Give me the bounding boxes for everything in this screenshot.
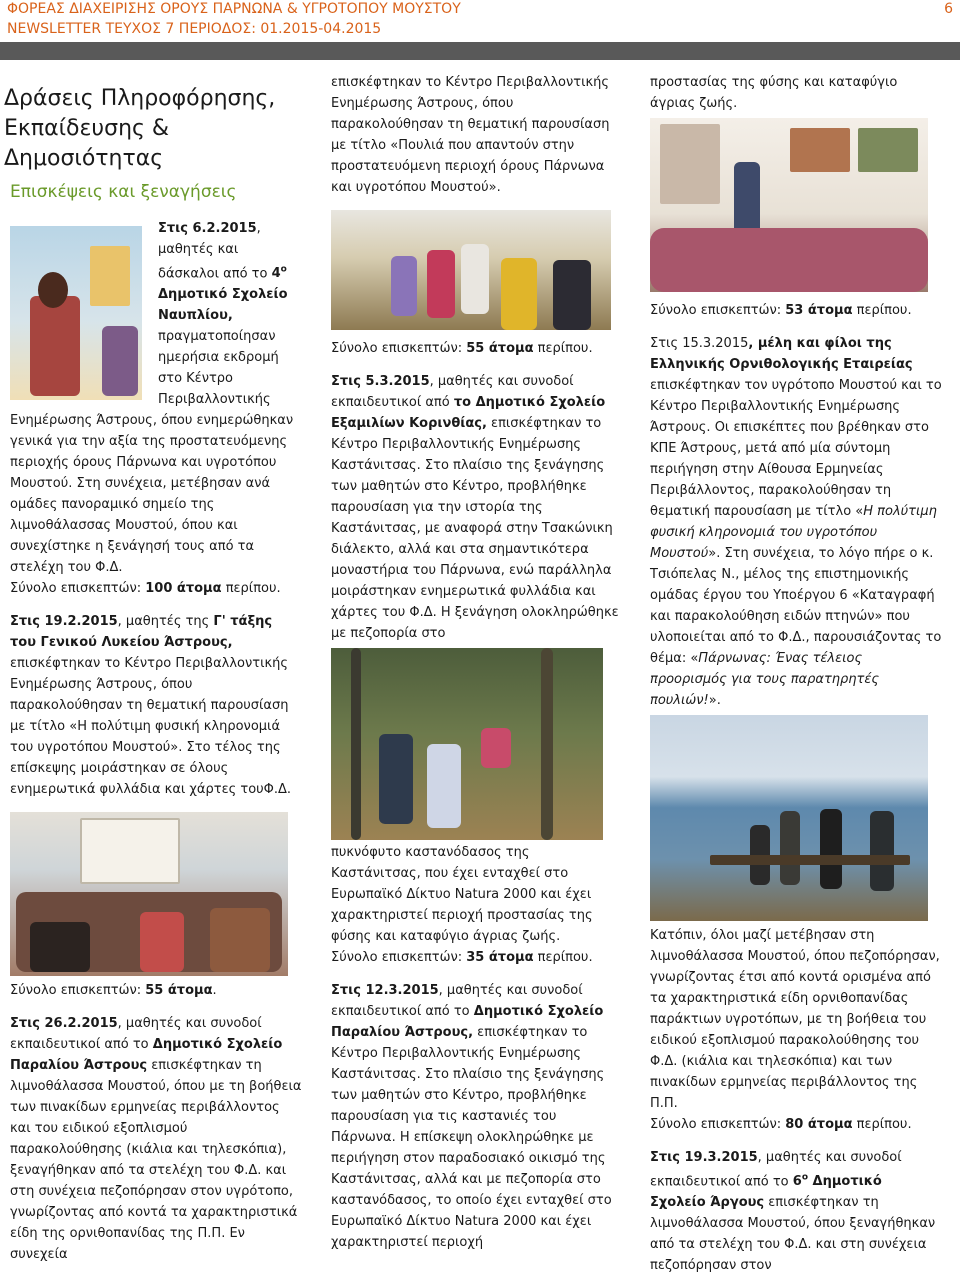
visit-paragraph-3-continued: επισκέφτηκαν το Κέντρο Περιβαλλοντικής Ενημέρωσης Άστρους, όπου παρακολούθησαν τη θεματική παρουσίαση με τίτλο «Πουλιά που απαντούν στην προστατευόμενη περιοχή όρους Πάρνωνα και υγροτόπου Μουστού». (331, 75, 610, 195)
photo-student-at-poster (10, 226, 142, 400)
visit-paragraph-6: Στις 15.3.2015, μέλη και φίλοι της Ελληνικής Ορνιθολογικής Εταιρείας επισκέφτηκαν τον υγρότοπο Μουστού και το Κέντρο Περιβαλλοντικής Ενημέρωσης Άστρους. Οι επισκέπτες που βρέθηκαν στο ΚΠΕ Άστρους, μετά από μία σύντομη περιήγηση στην Αίθουσα Ερμηνείας Περιβάλλοντος, παρακολούθησαν τη θεματική παρουσίαση με τίτλο «Η πολύτιμη φυσική κληρονομιά του υγροτόπου Μουστού». Στη συνέχεια, το λόγο πήρε ο κ. Τσιόπελας Ν., μέλος της επιστημονικής ομάδας έργου του Υποέργου 6 «Καταγραφή και παρακολούθηση ειδών πτηνών» που υλοποιείται από το Φ.Δ., παρουσιάζοντας το θέμα: «Πάρνωνας: Ένας τέλειος προορισμός για τους παρατηρητές πουλιών!». (650, 336, 942, 708)
visit-paragraph-4: Στις 5.3.2015, μαθητές και συνοδοί εκπαιδευτικοί από το Δημοτικό Σχολείο Εξαμιλίων Κορινθίας, επισκέφτηκαν το Κέντρο Περιβαλλοντικής Ενημέρωσης Καστάνιτσας. Στο πλαίσιο της ξενάγησης των μαθητών στο Κέντρο, προβλήθηκε παρουσίαση για την ιστορία της Καστάνιτσας, με αναφορά στην Τσακώνικη διάλεκτο, αλλά και στα σημαντικότερα μοναστήρια του Πάρνωνα, ενώ παράλληλα μοιράστηκαν ενημερωτικά φυλλάδια και χάρτες του Φ.Δ. Η ξενάγηση ολοκληρώθηκε με πεζοπορία στο (331, 374, 619, 641)
photo-children-exhibition-room (650, 118, 928, 292)
photo-forest-hike (331, 648, 603, 840)
newsletter-issue-line: NEWSLETTER ΤΕΥΧΟΣ 7 ΠΕΡΙΟΔΟΣ: 01.2015-04.2015 (7, 21, 382, 37)
visit-paragraph-4-end: πυκνόφυτο καστανόδασος της Καστάνιτσας, που έχει ενταχθεί στο Ευρωπαϊκό Δίκτυο Natura 2000 και έχει χαρακτηριστεί περιοχή προστασίας της φύσης και καταφύγιο άγριας ζωής. Σύνολο επισκεπτών: 35 άτομα περίπου. (331, 845, 593, 965)
visit-paragraph-7: Στις 19.3.2015, μαθητές και συνοδοί εκπαιδευτικοί από το $6^o$ Δημοτικό Σχολείο Άργους επισκέφτηκαν τη λιμνοθάλασσα Μουστού, όπου ξεναγήθηκαν από τα στελέχη του Φ.Δ. και στη συνέχεια πεζοπόρησαν στον (650, 1150, 936, 1274)
visit-paragraph-5: Στις 12.3.2015, μαθητές και συνοδοί εκπαιδευτικοί από το Δημοτικό Σχολείο Παραλίου Άστρους, επισκέφτηκαν το Κέντρο Περιβαλλοντικής Ενημέρωσης Καστάνιτσας. Στο πλαίσιο της ξενάγησης των μαθητών στο Κέντρο, προβλήθηκε παρουσίαση για τις καστανιές του Πάρνωνα. Η επίσκεψη ολοκληρώθηκε με περιήγηση στον παραδοσιακό οικισμό της Καστάνιτσας, αλλά και με πεζοπορία στο καστανόδασος, το οποίο έχει ενταχθεί στο Ευρωπαϊκό Δίκτυο Natura 2000 και έχει χαρακτηριστεί περιοχή (331, 983, 612, 1250)
section-title: Δράσεις Πληροφόρησης, Εκπαίδευσης & Δημοσιότητας (4, 86, 276, 171)
visitor-total: Σύνολο επισκεπτών: 80 άτομα περίπου. (650, 1117, 912, 1132)
newsletter-org-title: ΦΟΡΕΑΣ ΔΙΑΧΕΙΡΙΣΗΣ ΟΡΟΥΣ ΠΑΡΝΩΝΑ & ΥΓΡΟΤΟΠΟΥ ΜΟΥΣΤΟΥ (7, 1, 461, 17)
visit-paragraph-3: Στις 26.2.2015, μαθητές και συνοδοί εκπαιδευτικοί από το Δημοτικό Σχολείο Παραλίου Άστρους επισκέφτηκαν τη λιμνοθάλασσα Μουστού, όπου με τη βοήθεια των πινακίδων ερμηνείας περιβάλλοντος και του ειδικού εξοπλισμού παρακολούθησης (κιάλια και τηλεσκόπια), ξεναγήθηκαν από τα στελέχη του Φ.Δ. και στη συνέχεια πεζοπόρησαν στον υγρότοπο, γνωρίζοντας από κοντά τα χαρακτηριστικά είδη της ορνιθοπανίδας της Π.Π. Εν συνεχεία (10, 1016, 302, 1263)
section-subtitle: Επισκέψεις και ξεναγήσεις (10, 182, 237, 202)
visitor-total: Σύνολο επισκεπτών: 100 άτομα περίπου. (10, 581, 281, 597)
photo-students-walking-path (331, 210, 611, 330)
visitor-total: Σύνολο επισκεπτών: 35 άτομα περίπου. (331, 950, 593, 965)
visit-paragraph-2: Στις 19.2.2015, μαθητές της Γ' τάξης του Γενικού Λυκείου Άστρους, επισκέφτηκαν το Κέντρο Περιβαλλοντικής Ενημέρωσης Άστρους, όπου παρακολούθησαν τη θεματική παρουσίαση με τίτλο «Η πολύτιμη φυσική κληρονομιά του υγροτόπου Μουστού». Στο τέλος της επίσκεψης μοιράστηκαν σε όλους ενημερωτικά φυλλάδια και χάρτες τουΦ.Δ. (10, 614, 292, 798)
visit-paragraph-6-end: Κατόπιν, όλοι μαζί μετέβησαν στη λιμνοθάλασσα Μουστού, όπου πεζοπόρησαν, γνωρίζοντας έτσι από κοντά ορισμένα από τα χαρακτηριστικά είδη ορνιθοπανίδας παράκτιων υγροτόπων, με τη βοήθεια του ειδικού εξοπλισμού παρακολούθησης του Φ.Δ. (κιάλια και τηλεσκόπια) και των πινακίδων ερμηνείας περιβάλλοντος της Π.Π. Σύνολο επισκεπτών: 80 άτομα περίπου. (650, 928, 940, 1132)
visit-paragraph-5-continued: προστασίας της φύσης και καταφύγιο άγριας ζωής. (650, 75, 898, 111)
column-2 (331, 72, 623, 1265)
visitor-total: Σύνολο επισκεπτών: 55 άτομα περίπου. (331, 341, 593, 356)
page-number: 6 (944, 1, 953, 17)
visitor-total: Σύνολο επισκεπτών: 55 άτομα. (10, 983, 217, 999)
column-1 (4, 72, 302, 1277)
visitor-total: Σύνολο επισκεπτών: 53 άτομα περίπου. (650, 303, 912, 318)
header-rule (0, 42, 960, 60)
column-3 (650, 72, 942, 1288)
photo-classroom-presentation (10, 812, 288, 976)
visit-paragraph-1: Στις 6.2.2015, μαθητές και δάσκαλοι από το $4^o$ Δημοτικό Σχολείο Ναυπλίου, πραγματοποίησαν ημερήσια εκδρομή στο Κέντρο Περιβαλλοντικής Ενημέρωσης Άστρους, όπου ενημερώθηκαν γενικά για την αξία της προστατευόμενης περιοχής όρους Πάρνωνα και υγροτόπου Μουστού. Στη συνέχεια, μετέβησαν ανά ομάδες πανοραμικό σημείο της λιμνοθάλασσας Μουστού, όπου και συνεχίστηκε η ξενάγησή τους από τα στελέχη του Φ.Δ. Σύνολο επισκεπτών: 100 άτομα περίπου. (10, 221, 294, 597)
photo-birdwatchers-lagoon (650, 715, 928, 921)
